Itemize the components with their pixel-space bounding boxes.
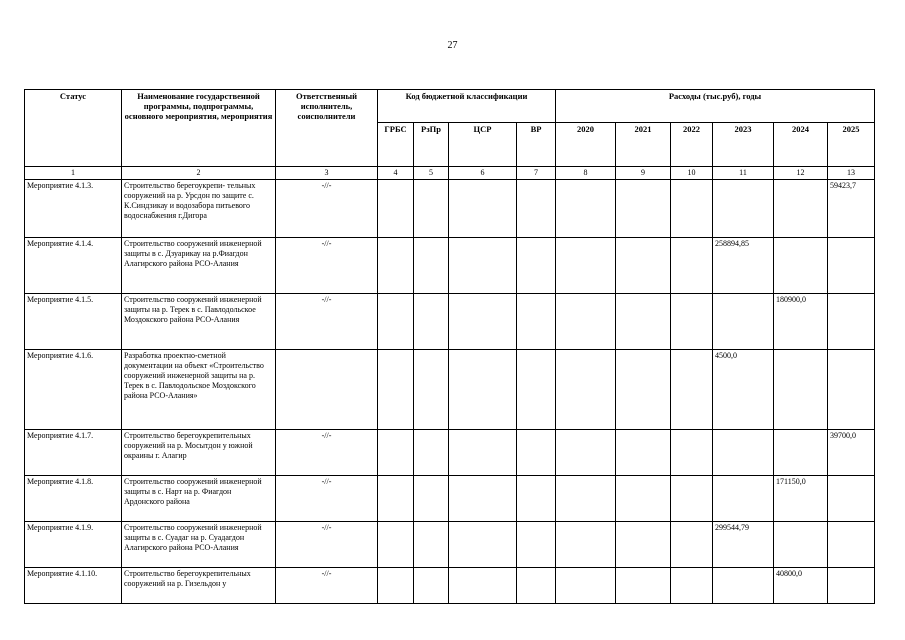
column-number-row bbox=[25, 167, 875, 180]
expense-2020-cell bbox=[556, 568, 616, 604]
responsible-cell: -//- bbox=[276, 238, 378, 294]
page-number: 27 bbox=[447, 40, 458, 51]
name-cell: Строительство сооружений инженерной защиты в с. Дзуарикау на р.Фиагдон Алагирского района РСО-Алания bbox=[122, 238, 276, 294]
expense-2020-cell bbox=[556, 476, 616, 522]
expense-2021-cell bbox=[616, 430, 671, 476]
expense-2022-cell bbox=[671, 476, 713, 522]
column-number: 9 bbox=[616, 167, 671, 180]
grbs-cell bbox=[378, 430, 414, 476]
header-rzpr: РзПр bbox=[414, 123, 449, 167]
expense-2023-cell bbox=[713, 568, 774, 604]
status-cell: Мероприятие 4.1.3. bbox=[25, 180, 122, 238]
responsible-cell: -//- bbox=[276, 476, 378, 522]
csr-cell bbox=[449, 430, 517, 476]
expense-2022-cell bbox=[671, 294, 713, 350]
column-number: 6 bbox=[449, 167, 517, 180]
expense-2024-cell bbox=[774, 350, 828, 430]
expense-2025-cell: 39700,0 bbox=[828, 430, 875, 476]
header-year: 2021 bbox=[616, 123, 671, 167]
expense-2025-cell bbox=[828, 238, 875, 294]
column-number: 8 bbox=[556, 167, 616, 180]
name-cell: Строительство берегоукрепи- тельных сооружений на р. Урсдон по защите с. К.Синдзикау и водозабора питьевого водоснабжения г.Дигора bbox=[122, 180, 276, 238]
column-number: 7 bbox=[517, 167, 556, 180]
column-number: 2 bbox=[122, 167, 276, 180]
status-cell: Мероприятие 4.1.4. bbox=[25, 238, 122, 294]
status-cell: Мероприятие 4.1.7. bbox=[25, 430, 122, 476]
csr-cell bbox=[449, 350, 517, 430]
expense-2023-cell bbox=[713, 180, 774, 238]
name-cell: Строительство сооружений инженерной защиты на р. Терек в с. Павлодольское Моздокского района РСО-Алания bbox=[122, 294, 276, 350]
table-row bbox=[25, 522, 875, 568]
column-number: 12 bbox=[774, 167, 828, 180]
grbs-cell bbox=[378, 522, 414, 568]
header-year: 2023 bbox=[713, 123, 774, 167]
expense-2023-cell: 299544,79 bbox=[713, 522, 774, 568]
status-cell: Мероприятие 4.1.6. bbox=[25, 350, 122, 430]
grbs-cell bbox=[378, 568, 414, 604]
expense-2025-cell bbox=[828, 350, 875, 430]
csr-cell bbox=[449, 294, 517, 350]
rzpr-cell bbox=[414, 476, 449, 522]
expense-2021-cell bbox=[616, 294, 671, 350]
column-number: 1 bbox=[25, 167, 122, 180]
budget-table bbox=[24, 89, 875, 604]
rzpr-cell bbox=[414, 568, 449, 604]
name-cell: Строительство сооружений инженерной защиты в с. Нарт на р. Фиагдон Ардонского района bbox=[122, 476, 276, 522]
expense-2022-cell bbox=[671, 350, 713, 430]
expense-2020-cell bbox=[556, 430, 616, 476]
header-status: Статус bbox=[25, 90, 122, 167]
vr-cell bbox=[517, 476, 556, 522]
expense-2022-cell bbox=[671, 430, 713, 476]
header-year: 2024 bbox=[774, 123, 828, 167]
expense-2023-cell bbox=[713, 476, 774, 522]
expense-2024-cell: 40800,0 bbox=[774, 568, 828, 604]
vr-cell bbox=[517, 294, 556, 350]
table-row bbox=[25, 180, 875, 238]
name-cell: Строительство сооружений инженерной защиты в с. Суадаг на р. Суадагдон Алагирского района РСО-Алания bbox=[122, 522, 276, 568]
rzpr-cell bbox=[414, 522, 449, 568]
csr-cell bbox=[449, 180, 517, 238]
expense-2024-cell: 180900,0 bbox=[774, 294, 828, 350]
expense-2020-cell bbox=[556, 522, 616, 568]
expense-2021-cell bbox=[616, 522, 671, 568]
name-cell: Строительство берегоукрепительных сооружений на р. Мосытдон у южной окраины г. Алагир bbox=[122, 430, 276, 476]
grbs-cell bbox=[378, 350, 414, 430]
header-year: 2025 bbox=[828, 123, 875, 167]
grbs-cell bbox=[378, 294, 414, 350]
grbs-cell bbox=[378, 238, 414, 294]
rzpr-cell bbox=[414, 350, 449, 430]
table-row bbox=[25, 568, 875, 604]
expense-2025-cell bbox=[828, 522, 875, 568]
csr-cell bbox=[449, 476, 517, 522]
expense-2024-cell bbox=[774, 430, 828, 476]
expense-2025-cell bbox=[828, 568, 875, 604]
responsible-cell: -//- bbox=[276, 430, 378, 476]
expense-2021-cell bbox=[616, 476, 671, 522]
column-number: 5 bbox=[414, 167, 449, 180]
expense-2023-cell: 258894,85 bbox=[713, 238, 774, 294]
expense-2022-cell bbox=[671, 180, 713, 238]
status-cell: Мероприятие 4.1.8. bbox=[25, 476, 122, 522]
header-grbs: ГРБС bbox=[378, 123, 414, 167]
table-row bbox=[25, 350, 875, 430]
name-cell: Разработка проектно-сметной документации на объект «Строительство сооружений инженерной защиты на р. Терек в с. Павлодольское Моздокского района РСО-Алания» bbox=[122, 350, 276, 430]
vr-cell bbox=[517, 522, 556, 568]
expense-2025-cell: 59423,7 bbox=[828, 180, 875, 238]
csr-cell bbox=[449, 238, 517, 294]
expense-2023-cell bbox=[713, 294, 774, 350]
table-row bbox=[25, 294, 875, 350]
column-number: 13 bbox=[828, 167, 875, 180]
header-expenses: Расходы (тыс.руб), годы bbox=[556, 90, 875, 123]
header-csr: ЦСР bbox=[449, 123, 517, 167]
table-row bbox=[25, 238, 875, 294]
expense-2020-cell bbox=[556, 238, 616, 294]
expense-2023-cell bbox=[713, 430, 774, 476]
expense-2021-cell bbox=[616, 238, 671, 294]
header-budget-code: Код бюджетной классификации bbox=[378, 90, 556, 123]
expense-2023-cell: 4500,0 bbox=[713, 350, 774, 430]
column-number: 11 bbox=[713, 167, 774, 180]
header-name: Наименование государственной программы, подпрограммы, основного мероприятия, мероприятия bbox=[122, 90, 276, 167]
vr-cell bbox=[517, 180, 556, 238]
expense-2024-cell bbox=[774, 522, 828, 568]
name-cell: Строительство берегоукрепительных сооружений на р. Гизельдон у bbox=[122, 568, 276, 604]
table-row bbox=[25, 430, 875, 476]
column-number: 10 bbox=[671, 167, 713, 180]
csr-cell bbox=[449, 522, 517, 568]
responsible-cell: -//- bbox=[276, 294, 378, 350]
rzpr-cell bbox=[414, 180, 449, 238]
status-cell: Мероприятие 4.1.5. bbox=[25, 294, 122, 350]
expense-2022-cell bbox=[671, 568, 713, 604]
rzpr-cell bbox=[414, 430, 449, 476]
rzpr-cell bbox=[414, 294, 449, 350]
vr-cell bbox=[517, 350, 556, 430]
expense-2024-cell bbox=[774, 180, 828, 238]
table-row bbox=[25, 476, 875, 522]
header-year: 2022 bbox=[671, 123, 713, 167]
expense-2022-cell bbox=[671, 238, 713, 294]
header-year: 2020 bbox=[556, 123, 616, 167]
expense-2024-cell: 171150,0 bbox=[774, 476, 828, 522]
expense-2020-cell bbox=[556, 180, 616, 238]
responsible-cell: -//- bbox=[276, 568, 378, 604]
header-responsible: Ответственный исполнитель, соисполнители bbox=[276, 90, 378, 167]
grbs-cell bbox=[378, 476, 414, 522]
expense-2021-cell bbox=[616, 350, 671, 430]
vr-cell bbox=[517, 238, 556, 294]
status-cell: Мероприятие 4.1.9. bbox=[25, 522, 122, 568]
responsible-cell bbox=[276, 350, 378, 430]
responsible-cell: -//- bbox=[276, 522, 378, 568]
expense-2022-cell bbox=[671, 522, 713, 568]
expense-2024-cell bbox=[774, 238, 828, 294]
column-number: 3 bbox=[276, 167, 378, 180]
csr-cell bbox=[449, 568, 517, 604]
vr-cell bbox=[517, 568, 556, 604]
status-cell: Мероприятие 4.1.10. bbox=[25, 568, 122, 604]
rzpr-cell bbox=[414, 238, 449, 294]
vr-cell bbox=[517, 430, 556, 476]
expense-2021-cell bbox=[616, 568, 671, 604]
expense-2021-cell bbox=[616, 180, 671, 238]
column-number: 4 bbox=[378, 167, 414, 180]
expense-2025-cell bbox=[828, 294, 875, 350]
responsible-cell: -//- bbox=[276, 180, 378, 238]
header-vr: ВР bbox=[517, 123, 556, 167]
grbs-cell bbox=[378, 180, 414, 238]
expense-2020-cell bbox=[556, 350, 616, 430]
expense-2025-cell bbox=[828, 476, 875, 522]
expense-2020-cell bbox=[556, 294, 616, 350]
